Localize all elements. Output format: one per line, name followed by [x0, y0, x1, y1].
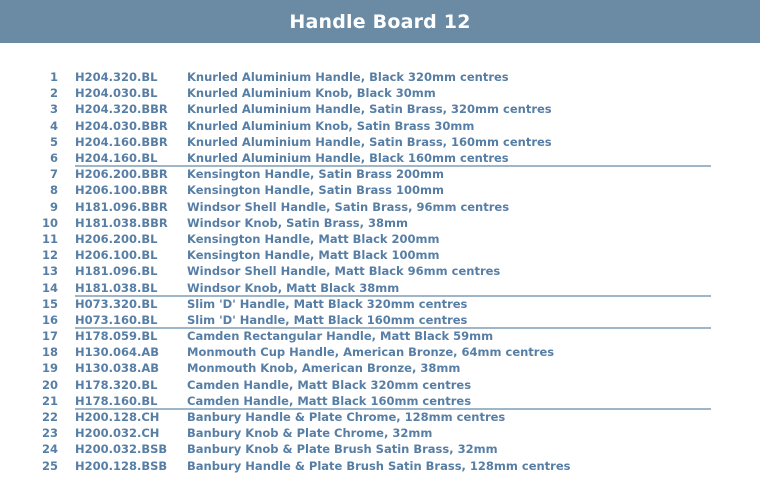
product-code: H178.160.BL [75, 393, 158, 408]
product-code: H204.030.BL [75, 86, 158, 101]
row-number: 5 [49, 134, 58, 149]
row-number: 3 [49, 102, 58, 117]
product-description: Banbury Knob & Plate Chrome, 32mm [187, 426, 433, 441]
row-number: 15 [41, 296, 58, 311]
product-description: Slim 'D' Handle, Matt Black 320mm centres [187, 296, 468, 311]
product-description: Banbury Handle & Plate Chrome, 128mm centres [187, 410, 506, 425]
row-number: 24 [41, 442, 58, 457]
row-number: 14 [41, 280, 58, 295]
table-row [0, 409, 760, 425]
table-row [0, 134, 760, 150]
product-description: Knurled Aluminium Handle, Satin Brass, 320mm centres [187, 102, 552, 117]
product-description: Kensington Handle, Matt Black 100mm [187, 248, 440, 263]
product-code: H178.320.BL [75, 377, 158, 392]
row-number: 6 [49, 151, 58, 166]
table-row [0, 101, 760, 117]
table-row [0, 118, 760, 134]
row-number: 22 [41, 410, 58, 425]
product-description: Windsor Knob, Matt Black 38mm [187, 280, 400, 295]
table-row [0, 279, 760, 295]
product-code: H200.128.CH [75, 410, 160, 425]
product-code: H204.320.BBR [75, 102, 168, 117]
table-row [0, 182, 760, 198]
product-description: Kensington Handle, Matt Black 200mm [187, 231, 440, 246]
product-description: Knurled Aluminium Handle, Black 320mm centres [187, 70, 509, 85]
product-description: Camden Rectangular Handle, Matt Black 59mm [187, 329, 494, 344]
product-description: Knurled Aluminium Handle, Black 160mm centres [187, 151, 509, 166]
product-description: Monmouth Cup Handle, American Bronze, 64mm centres [187, 345, 555, 360]
row-number: 1 [49, 70, 58, 85]
table-row [0, 425, 760, 441]
table-row [0, 393, 760, 409]
product-code: H181.096.BL [75, 264, 158, 279]
table-row [0, 85, 760, 101]
table-row [0, 199, 760, 215]
row-number: 2 [49, 86, 58, 101]
header-bar [0, 0, 760, 43]
product-description: Monmouth Knob, American Bronze, 38mm [187, 361, 461, 376]
row-number: 20 [41, 377, 58, 392]
table-row [0, 296, 760, 312]
product-description: Knurled Aluminium Handle, Satin Brass, 160mm centres [187, 134, 552, 149]
product-description: Windsor Shell Handle, Matt Black 96mm centres [187, 264, 501, 279]
row-number: 9 [49, 199, 58, 214]
product-code: H130.038.AB [75, 361, 160, 376]
table-row [0, 328, 760, 344]
table-row [0, 231, 760, 247]
table-row [0, 344, 760, 360]
product-code: H206.200.BL [75, 231, 158, 246]
product-description: Knurled Aluminium Knob, Black 30mm [187, 86, 436, 101]
product-description: Banbury Handle & Plate Brush Satin Brass, 128mm centres [187, 458, 571, 473]
page-title: Handle Board 12 [289, 10, 471, 33]
product-description: Camden Handle, Matt Black 320mm centres [187, 377, 472, 392]
product-description: Camden Handle, Matt Black 160mm centres [187, 393, 472, 408]
row-number: 21 [41, 393, 58, 408]
row-number: 17 [41, 329, 58, 344]
product-code: H181.096.BBR [75, 199, 168, 214]
product-code: H206.100.BL [75, 248, 158, 263]
product-code: H206.200.BBR [75, 167, 168, 182]
table-row [0, 247, 760, 263]
product-description: Windsor Knob, Satin Brass, 38mm [187, 215, 408, 230]
table-row [0, 312, 760, 328]
product-description: Windsor Shell Handle, Satin Brass, 96mm centres [187, 199, 510, 214]
row-number: 19 [41, 361, 58, 376]
product-code: H204.160.BL [75, 151, 158, 166]
table-row [0, 458, 760, 474]
product-description: Kensington Handle, Satin Brass 200mm [187, 167, 444, 182]
product-description: Kensington Handle, Satin Brass 100mm [187, 183, 444, 198]
product-code: H204.030.BBR [75, 118, 168, 133]
product-description: Slim 'D' Handle, Matt Black 160mm centres [187, 312, 468, 327]
table-row [0, 377, 760, 393]
table-row [0, 263, 760, 279]
product-code: H206.100.BBR [75, 183, 168, 198]
product-code: H200.032.BSB [75, 442, 168, 457]
product-code: H204.160.BBR [75, 134, 168, 149]
product-code: H181.038.BBR [75, 215, 168, 230]
table-row [0, 441, 760, 457]
product-list [0, 69, 760, 474]
product-description: Knurled Aluminium Knob, Satin Brass 30mm [187, 118, 475, 133]
row-number: 13 [41, 264, 58, 279]
row-number: 25 [41, 458, 58, 473]
product-code: H204.320.BL [75, 70, 158, 85]
row-number: 10 [41, 215, 58, 230]
table-row [0, 166, 760, 182]
product-code: H073.160.BL [75, 312, 158, 327]
table-row [0, 69, 760, 85]
row-number: 23 [41, 426, 58, 441]
product-code: H200.032.CH [75, 426, 160, 441]
row-number: 16 [41, 312, 58, 327]
row-number: 4 [49, 118, 58, 133]
row-number: 7 [49, 167, 58, 182]
product-code: H181.038.BL [75, 280, 158, 295]
product-code: H178.059.BL [75, 329, 158, 344]
product-code: H200.128.BSB [75, 458, 168, 473]
row-number: 11 [41, 231, 58, 246]
row-number: 18 [41, 345, 58, 360]
product-code: H073.320.BL [75, 296, 158, 311]
table-row [0, 215, 760, 231]
table-row [0, 150, 760, 166]
table-row [0, 360, 760, 376]
product-description: Banbury Knob & Plate Brush Satin Brass, 32mm [187, 442, 498, 457]
product-code: H130.064.AB [75, 345, 160, 360]
row-number: 12 [41, 248, 58, 263]
row-number: 8 [49, 183, 58, 198]
